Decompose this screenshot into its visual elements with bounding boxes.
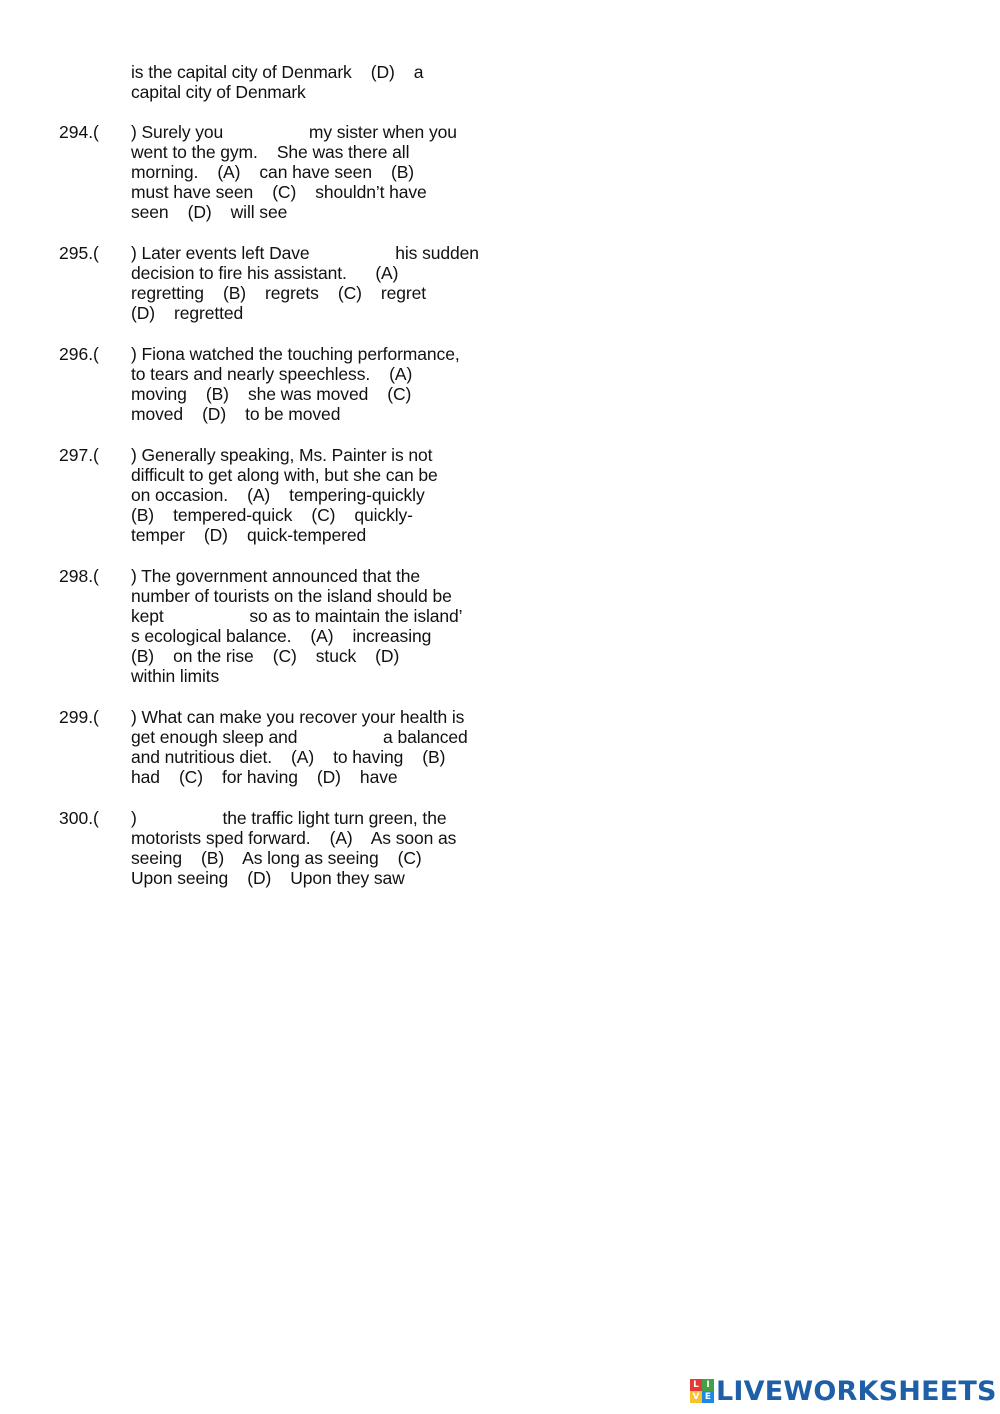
question-text-line: moved (D) to be moved — [131, 404, 341, 424]
question-text-line: seeing (B) As long as seeing (C) — [131, 848, 422, 868]
question-text-line: temper (D) quick-tempered — [131, 525, 367, 545]
continuation-line: is the capital city of Denmark (D) a — [131, 62, 424, 82]
question-text-line: to tears and nearly speechless. (A) — [131, 364, 413, 384]
question-number: 297.( — [59, 445, 99, 465]
question-text-line: number of tourists on the island should be — [131, 586, 452, 606]
question-text-line: decision to fire his assistant. (A) — [131, 263, 399, 283]
logo-mark-tile: I — [702, 1379, 714, 1391]
question-text-line: ) Generally speaking, Ms. Painter is not — [131, 445, 433, 465]
question-text-line: on occasion. (A) tempering-quickly — [131, 485, 425, 505]
question-number: 298.( — [59, 566, 99, 586]
question-text-line: moving (B) she was moved (C) — [131, 384, 412, 404]
question-text-line: s ecological balance. (A) increasing — [131, 626, 432, 646]
question-text-line: (B) tempered-quick (C) quickly- — [131, 505, 413, 525]
question-text-line: seen (D) will see — [131, 202, 288, 222]
question-text-line: ) the traffic light turn green, the — [131, 808, 447, 828]
liveworksheets-logo — [690, 1374, 997, 1408]
question-text-line: get enough sleep and a balanced — [131, 727, 468, 747]
question-text-line: ) Surely you my sister when you — [131, 122, 457, 142]
question-text-line: ) What can make you recover your health is — [131, 707, 465, 727]
logo-mark-tile: V — [690, 1391, 702, 1403]
question-text-line: ) The government announced that the — [131, 566, 421, 586]
question-text-line: went to the gym. She was there all — [131, 142, 410, 162]
logo-mark-icon — [690, 1379, 714, 1403]
question-text-line: morning. (A) can have seen (B) — [131, 162, 415, 182]
question-number: 300.( — [59, 808, 99, 828]
question-text-line: within limits — [131, 666, 220, 686]
question-text-line: motorists sped forward. (A) As soon as — [131, 828, 457, 848]
logo-mark-tile: E — [702, 1391, 714, 1403]
question-number: 296.( — [59, 344, 99, 364]
question-text-line: (B) on the rise (C) stuck (D) — [131, 646, 400, 666]
question-text-line: (D) regretted — [131, 303, 244, 323]
question-number: 299.( — [59, 707, 99, 727]
question-text-line: ) Fiona watched the touching performance, — [131, 344, 460, 364]
question-text-line: Upon seeing (D) Upon they saw — [131, 868, 405, 888]
continuation-line: capital city of Denmark — [131, 82, 306, 102]
question-text-line: regretting (B) regrets (C) regret — [131, 283, 427, 303]
question-number: 294.( — [59, 122, 99, 142]
question-text-line: kept so as to maintain the island’ — [131, 606, 463, 626]
question-text-line: and nutritious diet. (A) to having (B) — [131, 747, 446, 767]
logo-text: LIVEWORKSHEETS — [716, 1375, 997, 1407]
question-text-line: must have seen (C) shouldn’t have — [131, 182, 427, 202]
question-number: 295.( — [59, 243, 99, 263]
logo-mark-tile: L — [690, 1379, 702, 1391]
question-text-line: difficult to get along with, but she can be — [131, 465, 438, 485]
question-text-line: had (C) for having (D) have — [131, 767, 398, 787]
question-text-line: ) Later events left Dave his sudden — [131, 243, 479, 263]
